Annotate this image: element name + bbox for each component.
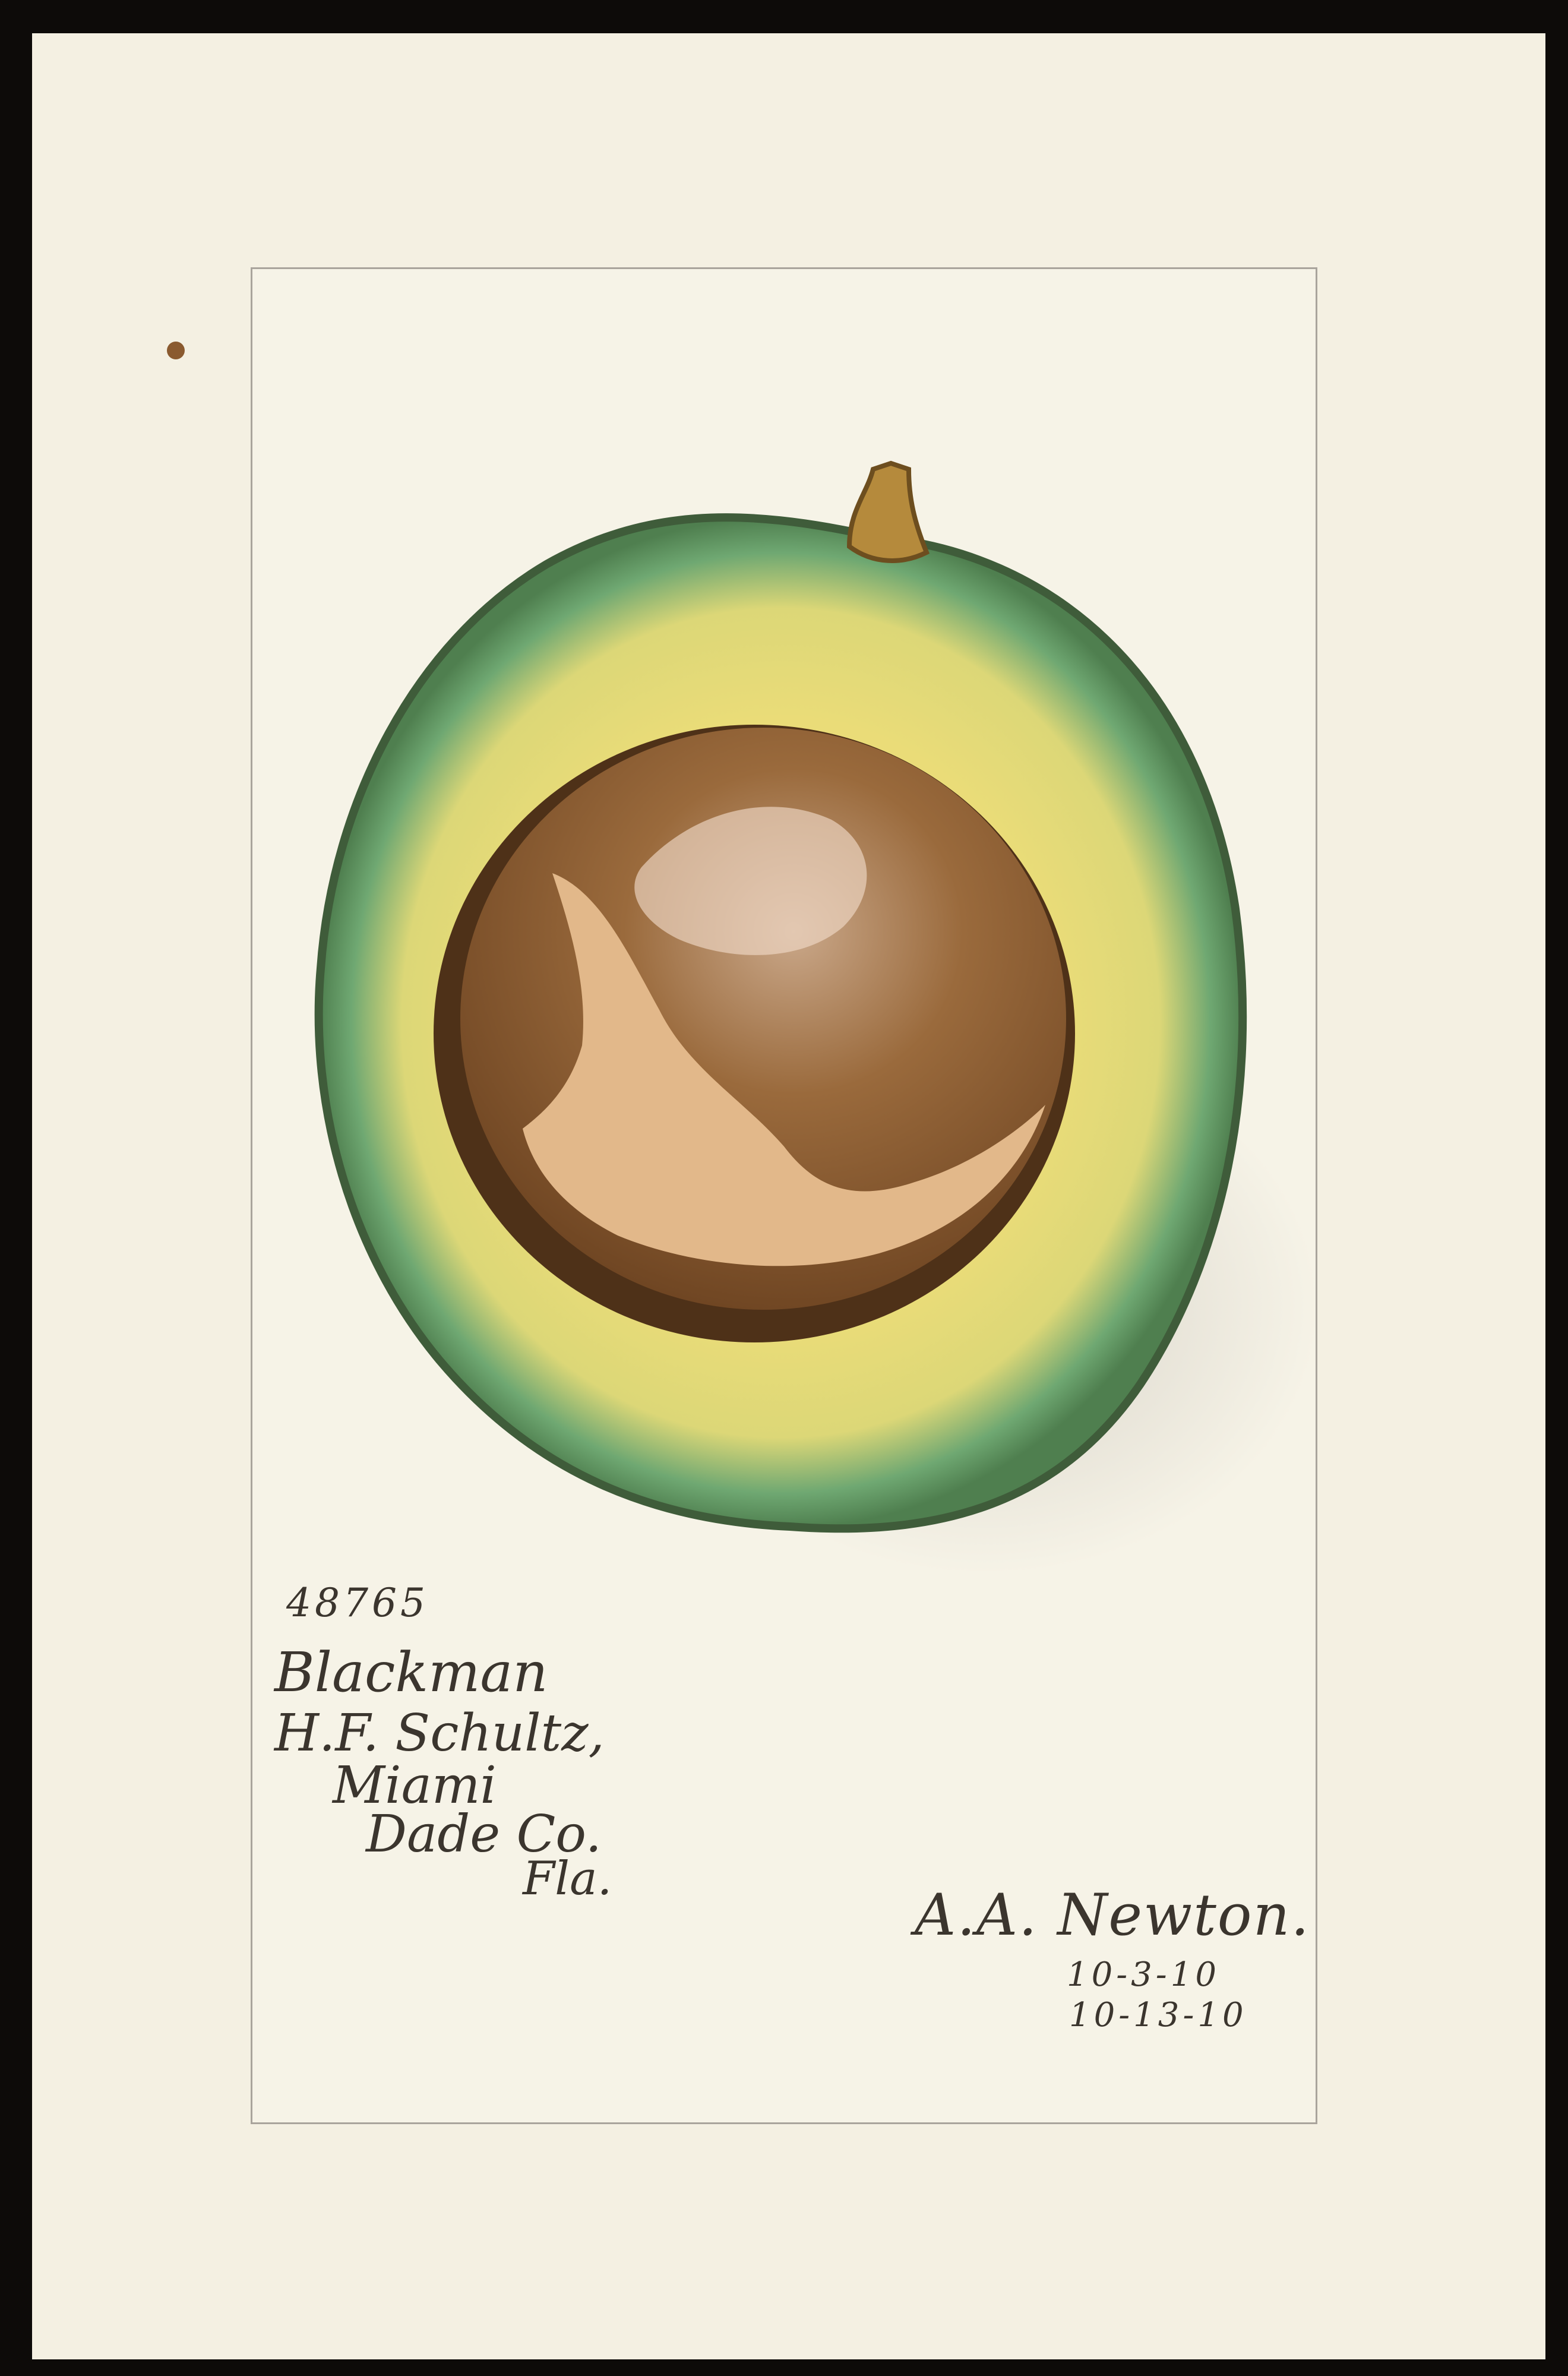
county-name: Dade Co. — [366, 1805, 602, 1864]
artist-signature: A.A. Newton. — [915, 1882, 1310, 1948]
variety-name: Blackman — [274, 1641, 548, 1704]
city-name: Miami — [333, 1756, 497, 1815]
avocado-stem — [849, 463, 927, 561]
date-painted: 10-13-10 — [1069, 1996, 1247, 2034]
date-received: 10-3-10 — [1067, 1955, 1220, 1994]
catalog-number: 48765 — [286, 1580, 429, 1626]
state-name: Fla. — [523, 1852, 612, 1906]
grower-name: H.F. Schultz, — [274, 1704, 605, 1763]
paper-spot — [167, 342, 185, 359]
